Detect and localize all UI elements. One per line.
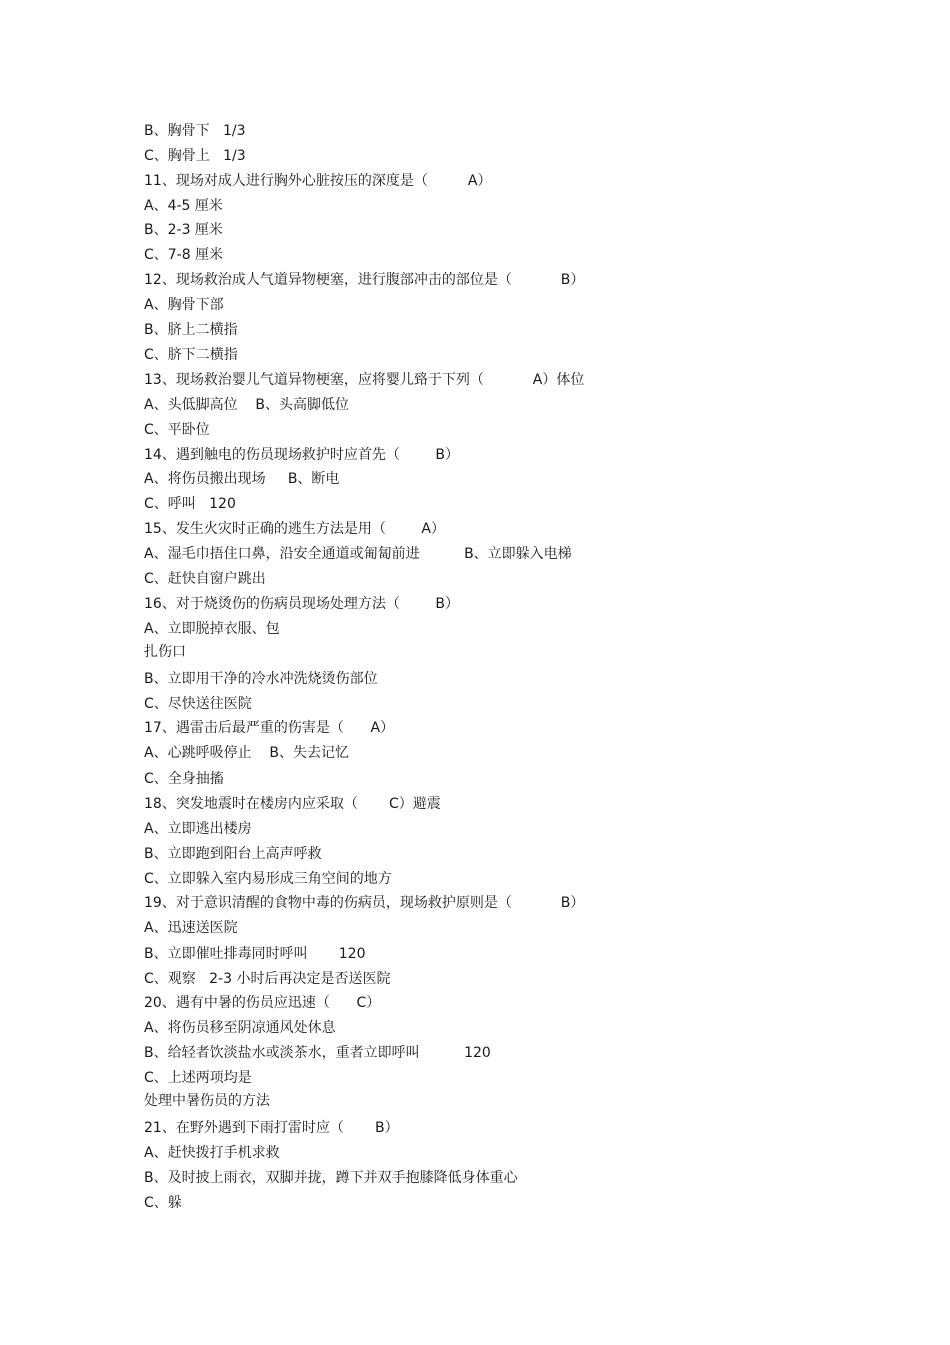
- option-15-ab: A、湿毛巾捂住口鼻，沿安全通道或匍匐前进 B、立即躲入电梯: [144, 546, 572, 562]
- option-13-ab: A、头低脚高位 B、头高脚低位: [144, 397, 349, 413]
- question-15: 15、发生火灾时正确的逃生方法是用（ A）: [144, 521, 445, 537]
- option-18-c: C、立即躲入室内易形成三角空间的地方: [144, 871, 392, 887]
- option-21-c: C、躲: [144, 1195, 182, 1211]
- option-20-a: A、将伤员移至阴凉通风处休息: [144, 1020, 336, 1036]
- option-15-c: C、赶快自窗户跳出: [144, 571, 266, 587]
- option-20-c-continued: 处理中暑伤员的方法: [144, 1093, 270, 1109]
- question-11: 11、现场对成人进行胸外心脏按压的深度是（ A）: [144, 173, 492, 189]
- option-13-c: C、平卧位: [144, 422, 210, 438]
- option-10-b: B、胸骨下 1/3: [144, 123, 246, 139]
- option-11-a: A、4-5 厘米: [144, 198, 223, 214]
- option-17-c: C、全身抽搐: [144, 771, 224, 787]
- option-12-a: A、胸骨下部: [144, 297, 224, 313]
- question-19: 19、对于意识清醒的食物中毒的伤病员，现场救护原则是（ B）: [144, 895, 585, 911]
- question-21: 21、在野外遇到下雨打雷时应（ B）: [144, 1120, 399, 1136]
- option-16-a: A、立即脱掉衣服、包: [144, 621, 280, 637]
- option-19-a: A、迅速送医院: [144, 920, 238, 936]
- question-16: 16、对于烧烫伤的伤病员现场处理方法（ B）: [144, 596, 460, 612]
- question-12: 12、现场救治成人气道异物梗塞，进行腹部冲击的部位是（ B）: [144, 272, 585, 288]
- option-19-c: C、观察 2-3 小时后再决定是否送医院: [144, 971, 391, 987]
- option-21-b: B、及时披上雨衣，双脚并拢，蹲下并双手抱膝降低身体重心: [144, 1170, 518, 1186]
- option-14-ab: A、将伤员搬出现场 B、断电: [144, 471, 340, 487]
- question-18: 18、突发地震时在楼房内应采取（ C）避震: [144, 796, 441, 812]
- option-12-b: B、脐上二横指: [144, 322, 238, 338]
- option-17-ab: A、心跳呼吸停止 B、失去记忆: [144, 745, 349, 761]
- option-21-a: A、赶快拨打手机求救: [144, 1145, 280, 1161]
- question-20: 20、遇有中暑的伤员应迅速（ C）: [144, 995, 381, 1011]
- question-14: 14、遇到触电的伤员现场救护时应首先（ B）: [144, 447, 460, 463]
- question-13: 13、现场救治婴儿气道异物梗塞，应将婴儿臵于下列（ A）体位: [144, 372, 585, 388]
- option-14-c: C、呼叫 120: [144, 496, 236, 512]
- option-20-b: B、给轻者饮淡盐水或淡茶水，重者立即呼叫 120: [144, 1045, 491, 1061]
- option-18-b: B、立即跑到阳台上高声呼救: [144, 846, 322, 862]
- option-16-b: B、立即用干净的冷水冲洗烧烫伤部位: [144, 671, 378, 687]
- option-19-b: B、立即催吐排毒同时呼叫 120: [144, 946, 366, 962]
- option-11-c: C、7-8 厘米: [144, 247, 224, 263]
- option-16-a-continued: 扎伤口: [144, 644, 186, 660]
- option-16-c: C、尽快送往医院: [144, 696, 252, 712]
- question-17: 17、遇雷击后最严重的伤害是（ A）: [144, 720, 395, 736]
- option-12-c: C、脐下二横指: [144, 347, 238, 363]
- option-10-c: C、胸骨上 1/3: [144, 148, 246, 164]
- option-11-b: B、2-3 厘米: [144, 222, 223, 238]
- option-20-c: C、上述两项均是: [144, 1070, 252, 1086]
- option-18-a: A、立即逃出楼房: [144, 821, 252, 837]
